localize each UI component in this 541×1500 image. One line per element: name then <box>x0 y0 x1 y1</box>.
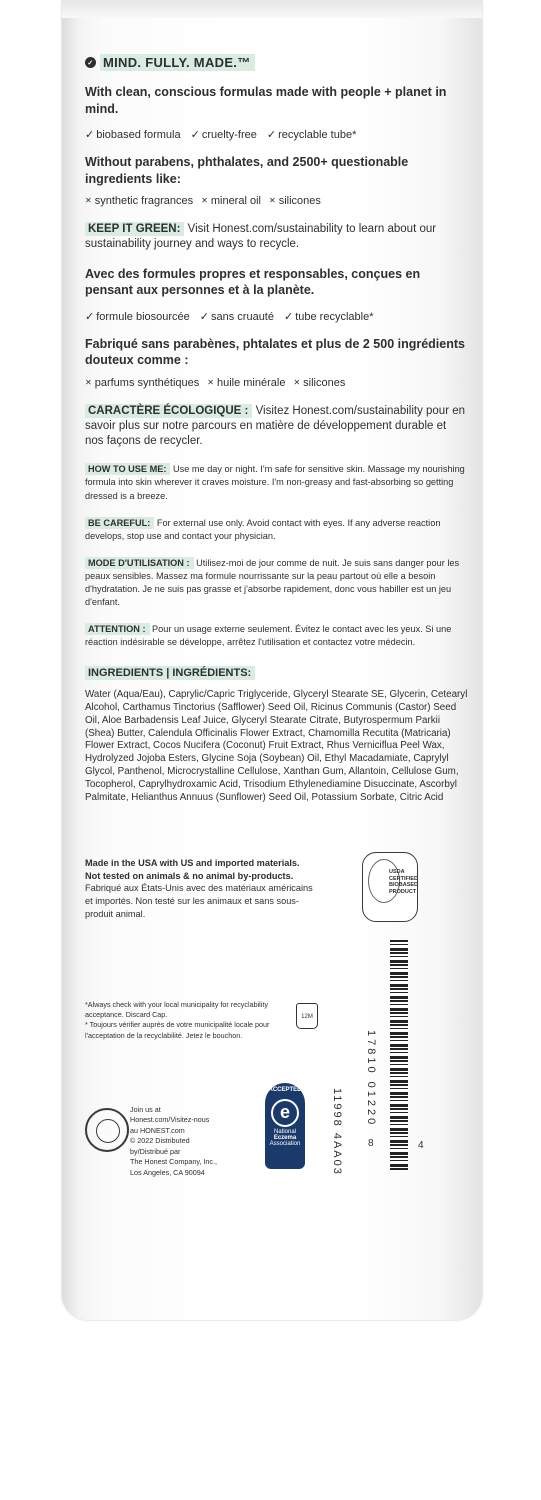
excluded-item: ✕ huile minérale <box>207 377 285 389</box>
check-item: ✓ biobased formula <box>85 128 181 141</box>
excluded-en <box>85 195 467 207</box>
usda-biobased-badge: USDA CERTIFIED BIOBASED PRODUCT <box>362 852 418 922</box>
without-en: Without parabens, phthalates, and 2500+ questionable ingredients like: <box>85 155 409 186</box>
check-item: ✓ sans cruauté <box>200 310 274 323</box>
check-item: ✓ recyclable tube* <box>267 128 357 141</box>
checks-fr <box>85 310 467 323</box>
brand-logo-icon: ✓ <box>85 57 96 68</box>
eczema-e-icon: e <box>271 1099 299 1127</box>
check-item: ✓ cruelty-free <box>191 128 257 141</box>
keep-green-en: KEEP IT GREEN: Visit Honest.com/sustainability to learn about our sustainability journey and ways to recycle. <box>85 223 437 251</box>
distributor-info: Join us at Honest.com/Visitez-nous au HONEST.com © 2022 Distributed by/Distribué par The Honest Company, Inc., Los Angeles, CA 90094 <box>130 1105 217 1177</box>
ingredients-title: INGREDIENTS | INGRÉDIENTS: <box>85 667 467 679</box>
attention: ATTENTION : Pour un usage externe seulement. Évitez le contact avec les yeux. Si une réaction indésirable se développe, arrêtez l'utilisation et contactez votre médecin. <box>85 623 452 648</box>
excluded-item: ✕ parfums synthétiques <box>85 377 199 389</box>
period-after-opening-icon: 12M <box>296 1003 318 1029</box>
label-text <box>85 54 467 805</box>
barcode-number: 17810 01220 <box>365 1030 377 1128</box>
excluded-item: ✕ silicones <box>269 195 321 207</box>
intro-en: With clean, conscious formulas made with people + planet in mind. <box>85 85 447 116</box>
lot-number: 11998 4AA03 <box>331 1088 343 1176</box>
excluded-item: ✕ synthetic fragrances <box>85 195 193 207</box>
how-to-use: HOW TO USE ME: Use me day or night. I'm safe for sensitive skin. Massage my nourishing formula into skin wherever it craves moisture. I'm non-greasy and fast-absorbing so getting dressed is a breeze. <box>85 464 465 501</box>
barcode-left-digit: 8 <box>368 1138 374 1149</box>
tube-crimp <box>62 0 482 18</box>
check-item: ✓ tube recyclable* <box>284 310 374 323</box>
check-item: ✓ formule biosourcée <box>85 310 190 323</box>
brand-line: ✓ MIND. FULLY. MADE.™ <box>85 54 467 71</box>
be-careful: BE CAREFUL: For external use only. Avoid contact with eyes. If any adverse reaction develops, stop use and contact your physician. <box>85 517 441 541</box>
checks-en <box>85 128 467 141</box>
barcode-right-digit: 4 <box>418 1140 424 1151</box>
recycling-footnote: *Always check with your local municipality for recyclability acceptance. Discard Cap. * Toujours vérifier auprès de votre municipalité locale pour l'acceptation de la recyclabilité. Jetez le bouchon. <box>85 1000 270 1040</box>
made-in-usa: Made in the USA with US and imported materials. Not tested on animals & no animal by-products. Fabriqué aux États-Unis avec des matériaux américains et importés. Non testé sur les animaux et sans sous-produit animal. <box>85 858 313 919</box>
excluded-item: ✕ silicones <box>293 377 345 389</box>
excluded-item: ✕ mineral oil <box>201 195 261 207</box>
intro-fr: Avec des formules propres et responsables, conçues en pensant aux personnes et à la planète. <box>85 266 421 298</box>
keep-green-fr: CARACTÈRE ÉCOLOGIQUE : Visitez Honest.com/sustainability pour en savoir plus sur notre parcours en matière de développement durable et nos façons de recycler. <box>85 404 466 448</box>
ingredients-list: Water (Aqua/Eau), Caprylic/Capric Triglyceride, Glyceryl Stearate SE, Glycerin, Cetearyl Alcohol, Carthamus Tinctorius (Safflower) Seed Oil, Ricinus Communis (Castor) Seed Oil, Aloe Barbadensis Leaf Juice, Glyceryl Stearate Citrate, Butyrospermum Parkii (Shea) Butter, Calendula Officinalis Flower Extract, Chamomilla Recutita (Matricaria) Flower Extract, Cocos Nucifera (Coconut) Fruit Extract, Rhus Verniciflua Peel Wax, Hydrolyzed Jojoba Esters, Glycine Soja (Soybean) Oil, Ethyl Macadamiate, Caprylyl Glycol, Panthenol, Microcrystalline Cellulose, Xanthan Gum, Allantoin, Cellulose Gum, Tocopherol, Caprylhydroxamic Acid, Trisodium Ethylenediamine Disuccinate, Ascorbyl Palmitate, Helianthus Annuus (Sunflower) Seed Oil, Potassium Sorbate, Citric Acid <box>85 689 468 803</box>
eczema-association-badge: ACCEPTED e National Eczema Association <box>265 1083 305 1169</box>
without-fr: Fabriqué sans parabènes, phtalates et plus de 2 500 ingrédients douteux comme : <box>85 336 465 368</box>
excluded-fr <box>85 377 467 389</box>
mode-utilisation: MODE D'UTILISATION : Utilisez-moi de jour comme de nuit. Je suis sans danger pour les peaux sensibles. Massez ma formule nourrissante sur la peau partout où elle a besoin d'hydratation. Je ne suis pas grasse et j'absorbe rapidement, donc vous habiller est un jeu d'enfant. <box>85 557 460 607</box>
barcode <box>390 940 408 1170</box>
honest-seal-icon <box>85 1108 129 1152</box>
